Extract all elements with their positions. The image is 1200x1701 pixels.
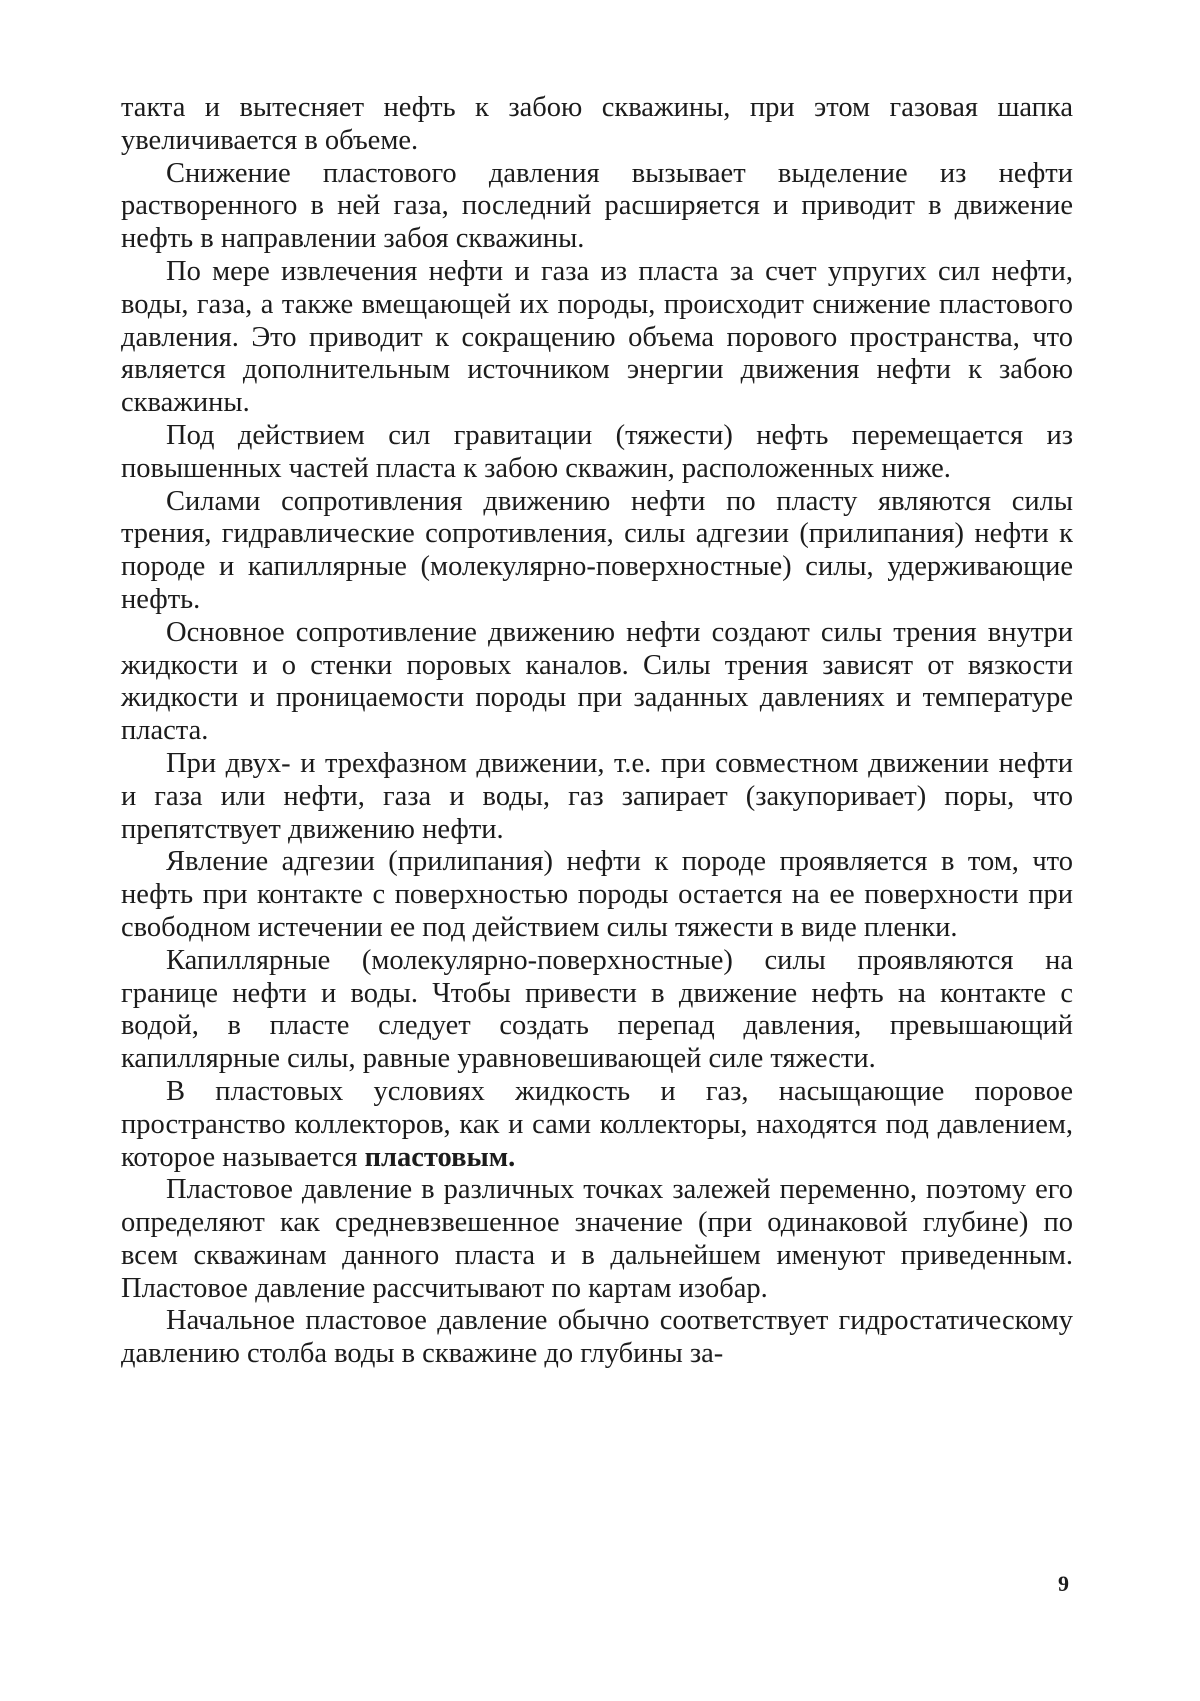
body-text xyxy=(121,92,1073,1371)
paragraph-capillary: Капиллярные (молекулярно-поверхностные) силы проявляются на границе нефти и воды. Чтобы привести в движение нефть на контакте с водой, в пласте следует создать перепад давления, превышающий капиллярные силы, равные уравновешивающей силе тяжести. xyxy=(121,944,1073,1075)
paragraph-reservoir-text: В пластовых условиях жидкость и газ, насыщающие поровое пространство коллекторов, как и сами коллекторы, находятся под давлением, которое называется xyxy=(121,1075,1073,1173)
paragraph-reservoir-conditions xyxy=(121,1076,1073,1174)
paragraph-multiphase-flow: При двух- и трехфазном движении, т.е. при совместном движении нефти и газа или нефти, газа и воды, газ запирает (закупоривает) поры, что препятствует движению нефти. xyxy=(121,747,1073,845)
paragraph-elastic-forces: По мере извлечения нефти и газа из пласта за счет упругих сил нефти, воды, газа, а также вмещающей их породы, происходит снижение пластового давления. Это приводит к сокращению объема порового пространства, что является дополнительным источником энергии движения нефти к забою скважины. xyxy=(121,255,1073,419)
paragraph-pressure-drop: Снижение пластового давления вызывает выделение из нефти растворенного в ней газа, последний расширяется и приводит в движение нефть в направлении забоя скважины. xyxy=(121,157,1073,255)
paragraph-resistance-forces: Силами сопротивления движению нефти по пласту являются силы трения, гидравлические сопротивления, силы адгезии (прилипания) нефти к породе и капиллярные (молекулярно-поверхностные) силы, удерживающие нефть. xyxy=(121,485,1073,615)
paragraph-gravity: Под действием сил гравитации (тяжести) нефть перемещается из повышенных частей пласта к забою скважин, расположенных ниже. xyxy=(121,419,1073,484)
paragraph-reduced-pressure: Пластовое давление в различных точках залежей переменно, поэтому его определяют как средневзвешенное значение (при одинаковой глубине) по всем скважинам данного пласта и в дальнейшем именуют приведенным. Пластовое давление рассчитывают по картам изобар. xyxy=(121,1174,1073,1304)
paragraph-initial-pressure: Начальное пластовое давление обычно соответствует гидростатическому давлению столба воды в скважине до глубины за- xyxy=(121,1305,1073,1370)
paragraph-adhesion: Явление адгезии (прилипания) нефти к породе проявляется в том, что нефть при контакте с поверхностью породы остается на ее поверхности при свободном истечении ее под действием силы тяжести в виде пленки. xyxy=(121,846,1073,943)
paragraph-friction: Основное сопротивление движению нефти создают силы трения внутри жидкости и о стенки поровых каналов. Силы трения зависят от вязкости жидкости и проницаемости породы при заданных давлениях и температуре пласта. xyxy=(121,616,1073,747)
paragraph-continuation: такта и вытесняет нефть к забою скважины, при этом газовая шапка увеличивается в объеме. xyxy=(121,92,1073,156)
page-number: 9 xyxy=(1058,1571,1069,1596)
term-reservoir-pressure: пластовым. xyxy=(364,1141,516,1173)
